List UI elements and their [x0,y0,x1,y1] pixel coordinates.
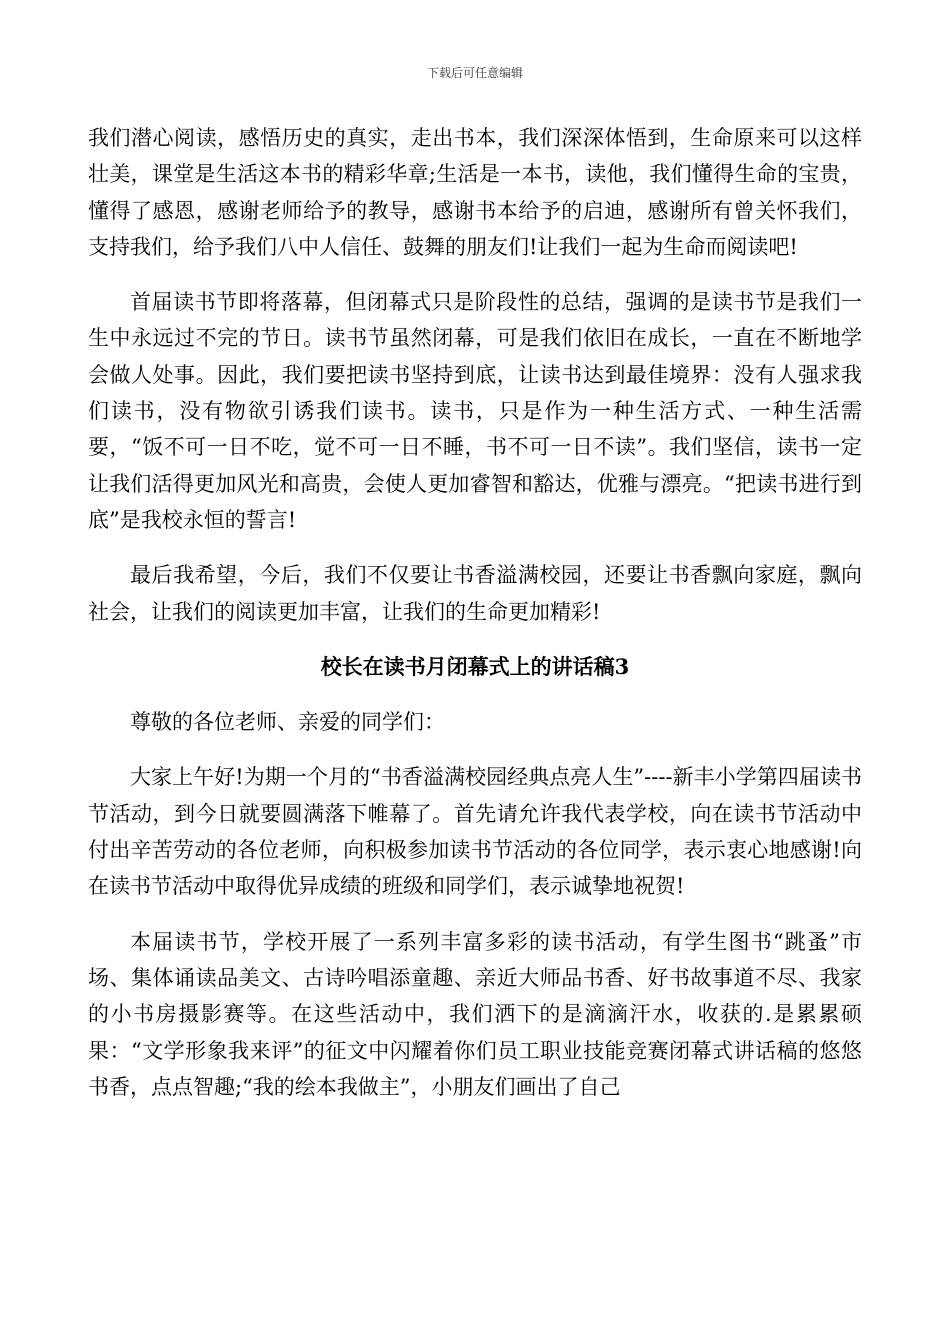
paragraph-1: 我们潜心阅读，感悟历史的真实，走出书本，我们深深体悟到，生命原来可以这样壮美，课堂是生活这本书的精彩华章;生活是一本书，读他，我们懂得生命的宝贵，懂得了感恩，感谢老师给予的教导，感谢书本给予的启迪，感谢所有曾关怀我们，支持我们，给予我们八中人信任、鼓舞的朋友们!让我们一起为生命而阅读吧! [88,126,862,259]
greeting: 尊敬的各位老师、亲爱的同学们： [130,710,445,735]
section-title: 校长在读书月闭幕式上的讲话稿3 [320,653,630,679]
paragraph-3: 最后我希望，今后，我们不仅要让书香溢满校园，还要让书香飘向家庭，飘向社会，让我们的阅读更加丰富，让我们的生命更加精彩! [88,563,862,624]
paragraph-2: 首届读书节即将落幕，但闭幕式只是阶段性的总结，强调的是读书节是我们一生中永远过不完的节日。读书节虽然闭幕，可是我们依旧在成长，一直在不断地学会做人处事。因此，我们要把读书坚持到底，让读书达到最佳境界：没有人强求我们读书，没有物欲引诱我们读书。读书，只是作为一种生活方式、一种生活需要，“饭不可一日不吃，觉不可一日不睡，书不可一日不读”。我们坚信，读书一定让我们活得更加风光和高贵，会使人更加睿智和豁达，优雅与漂亮。“把读书进行到底”是我校永恒的誓言! [88,290,862,532]
paragraph-5: 本届读书节，学校开展了一系列丰富多彩的读书活动，有学生图书“跳蚤”市场、集体诵读品美文、古诗吟唱添童趣、亲近大师品书香、好书故事道不尽、我家的小书房摄影赛等。在这些活动中，我们洒下的是滴滴汗水，收获的.是累累硕果：“文学形象我来评”的征文中闪耀着你们员工职业技能竞赛闭幕式讲话稿的悠悠书香，点点智趣;“我的绘本我做主”，小朋友们画出了自己 [88,929,862,1099]
document-body [88,120,862,1124]
paragraph-4: 大家上午好!为期一个月的“书香溢满校园经典点亮人生”----新丰小学第四届读书节活动，到今日就要圆满落下帷幕了。首先请允许我代表学校，向在读书节活动中付出辛苦劳动的各位老师，向积极参加读书节活动的各位同学，表示衷心地感谢!向在读书节活动中取得优异成绩的班级和同学们，表示诚挚地祝贺! [88,765,862,899]
page-header-note: 下载后可任意编辑 [426,66,523,80]
